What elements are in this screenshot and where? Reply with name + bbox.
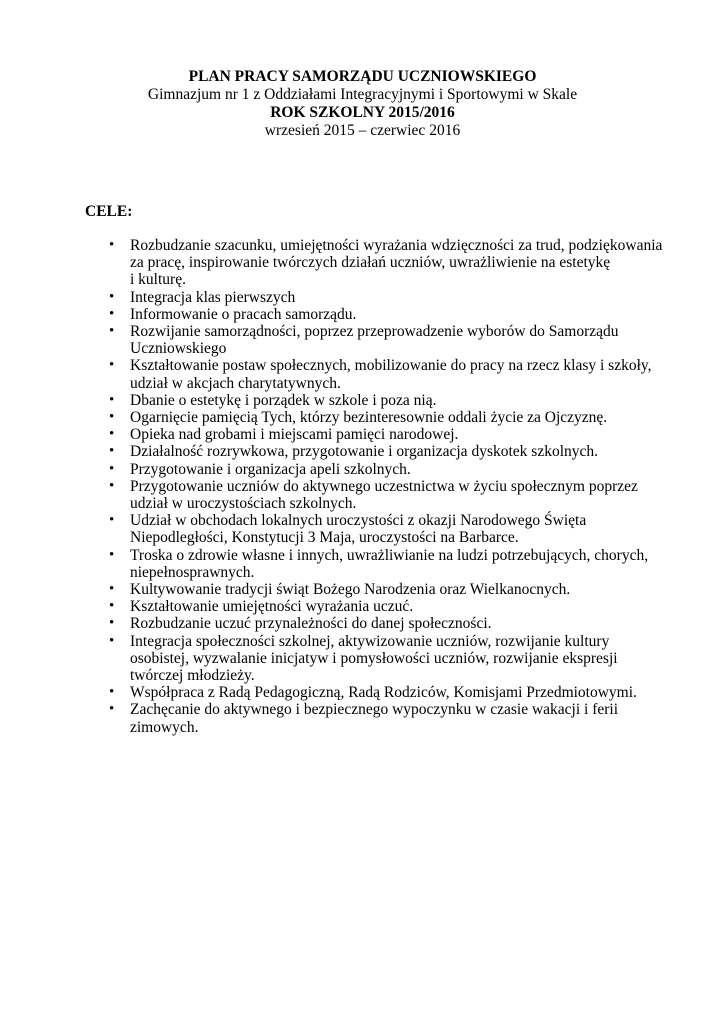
bullet-icon: • [109, 288, 115, 305]
school-name: Gimnazjum nr 1 z Oddziałami Integracyjnymi i Sportowymi w Skale [147, 86, 578, 103]
goal-text-line: Działalność rozrywkowa, przygotowanie i organizacja dyskotek szkolnych. [130, 443, 599, 461]
bullet-icon: • [109, 512, 115, 529]
goal-list-item [109, 477, 640, 513]
goal-text-line: Zachęcanie do aktywnego i bezpiecznego wypoczynku w czasie wakacji i ferii [130, 701, 619, 719]
goal-list-item [109, 460, 640, 478]
goal-list-item [109, 632, 640, 685]
goal-text-line: Uczniowskiego [130, 340, 227, 358]
goal-text-line: Rozbudzanie uczuć przynależności do danej społeczności. [130, 615, 492, 633]
goal-list-item [109, 443, 640, 461]
goal-text-line: i kulturę. [130, 271, 186, 289]
bullet-icon: • [109, 357, 115, 374]
bullet-icon: • [109, 237, 115, 253]
goal-list-item [109, 598, 640, 616]
bullet-icon: • [109, 323, 115, 340]
goal-text-line: Przygotowanie uczniów do aktywnego uczestnictwa w życiu społecznym poprzez [130, 477, 638, 495]
goal-text-line: za pracę, inspirowanie twórczych działań uczniów, uwrażliwienie na estetykę [130, 254, 611, 272]
goal-text-line: Rozwijanie samorządności, poprzez przeprowadzenie wyborów do Samorządu [130, 323, 619, 341]
document-header [0, 68, 725, 140]
bullet-icon: • [109, 632, 115, 649]
goal-text-line: Opieka nad grobami i miejscami pamięci narodowej. [130, 426, 459, 444]
bullet-icon: • [109, 460, 115, 477]
goal-text-line: Ogarnięcie pamięcią Tych, którzy bezinteresownie oddali życie za Ojczyznę. [130, 409, 608, 427]
goal-list-item [109, 615, 640, 633]
goal-text-line: Dbanie o estetykę i porządek w szkole i poza nią. [130, 391, 437, 409]
goal-text-line: osobistej, wyzwalanie inicjatyw i pomysłowości uczniów, rozwijanie ekspresji [130, 649, 618, 667]
goal-list-item [109, 701, 640, 736]
goal-text-line: Niepodległości, Konstytucji 3 Maja, uroczystości na Barbarce. [130, 529, 519, 547]
goal-list-item [109, 288, 640, 306]
goal-list-item [109, 581, 640, 599]
goal-text-line: Współpraca z Radą Pedagogiczną, Radą Rodziców, Komisjami Przedmiotowymi. [130, 684, 637, 702]
goal-text-line: udział w uroczystościach szkolnych. [130, 495, 357, 513]
bullet-icon: • [109, 391, 115, 408]
goal-list-item [109, 305, 640, 323]
bullet-icon: • [109, 684, 115, 701]
goal-text-line: Integracja klas pierwszych [130, 288, 296, 306]
goal-text-line: Kształtowanie postaw społecznych, mobilizowanie do pracy na rzecz klasy i szkoły, [130, 357, 652, 375]
goal-text-line: twórczej młodzieży. [130, 667, 255, 685]
bullet-icon: • [109, 477, 115, 494]
document-title: PLAN PRACY SAMORZĄDU UCZNIOWSKIEGO [188, 68, 537, 85]
bullet-icon: • [109, 546, 115, 563]
goal-list-item [109, 357, 652, 392]
goal-text-line: Kształtowanie umiejętności wyrażania uczuć. [130, 598, 414, 616]
bullet-icon: • [109, 443, 115, 460]
bullet-icon: • [109, 305, 115, 322]
goal-text-line: Troska o zdrowie własne i innych, uwrażliwianie na ludzi potrzebujących, chorych, [130, 546, 649, 564]
goal-list-item [109, 512, 640, 547]
bullet-icon: • [109, 615, 115, 632]
goal-text-line: Informowanie o pracach samorządu. [130, 305, 357, 323]
goal-text-line: Udział w obchodach lokalnych uroczystości z okazji Narodowego Święta [130, 512, 587, 530]
goal-text-line: Kultywowanie tradycji świąt Bożego Narodzenia oraz Wielkanocnych. [130, 581, 571, 599]
goal-list-item [109, 391, 640, 409]
bullet-icon: • [109, 426, 115, 443]
bullet-icon: • [109, 409, 115, 426]
school-period: wrzesień 2015 – czerwiec 2016 [264, 122, 461, 139]
school-year: ROK SZKOLNY 2015/2016 [270, 104, 455, 121]
goal-list-item [109, 426, 640, 444]
goal-list-item [109, 546, 649, 581]
goal-text-line: niepełnosprawnych. [130, 563, 255, 581]
goal-list-item [109, 409, 640, 427]
goal-text-line: zimowych. [130, 718, 199, 736]
goal-text-line: Integracja społeczności szkolnej, aktywizowanie uczniów, rozwijanie kultury [130, 632, 610, 650]
bullet-icon: • [109, 581, 115, 598]
bullet-icon: • [109, 598, 115, 615]
goal-text-line: Przygotowanie i organizacja apeli szkolnych. [130, 460, 411, 478]
goal-list-item [109, 323, 640, 358]
goal-text-line: udział w akcjach charytatywnych. [130, 374, 341, 392]
goal-list-item [109, 684, 640, 702]
bullet-icon: • [109, 701, 115, 718]
goals-heading: CELE: [85, 203, 133, 220]
goal-list-item [109, 237, 663, 289]
goals-list [0, 237, 725, 736]
goal-text-line: Rozbudzanie szacunku, umiejętności wyrażania wdzięczności za trud, podziękowania [130, 237, 663, 254]
